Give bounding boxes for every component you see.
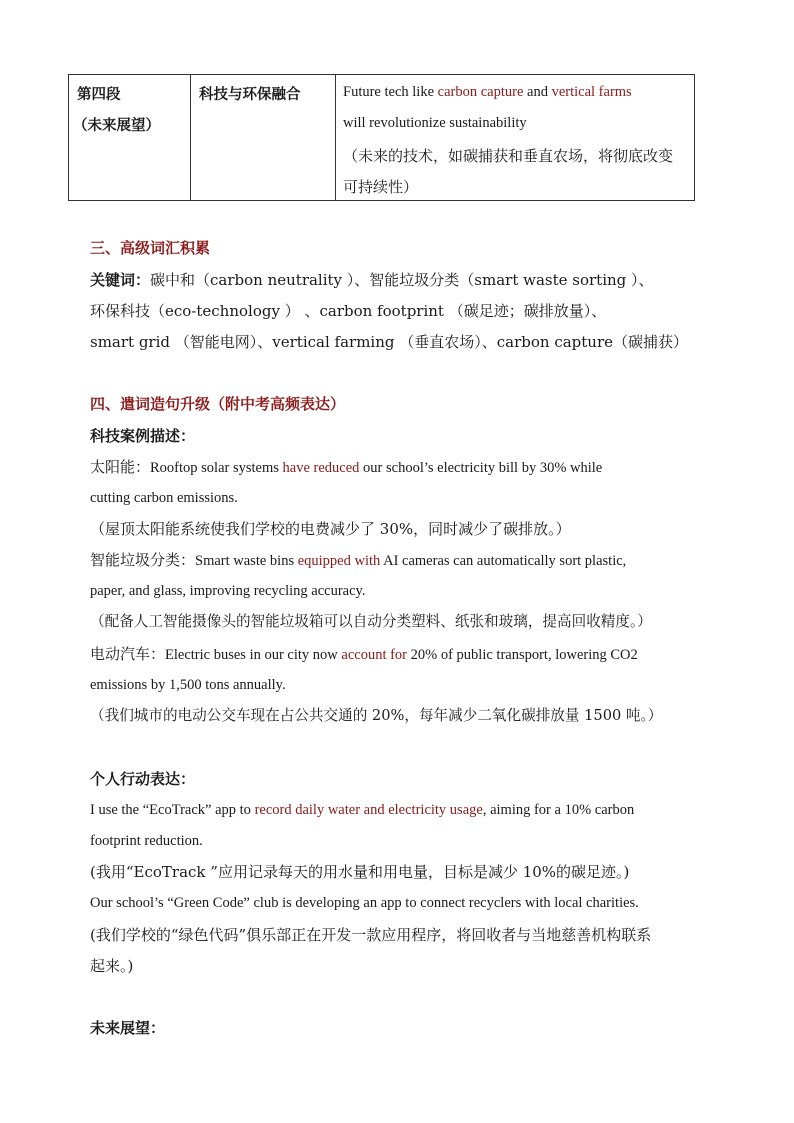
section4-heading: 四、遣词造句升级（附中考高频表达）: [90, 395, 346, 413]
sentence-text: I use the “EcoTrack” app to: [90, 802, 255, 818]
content-line-3: （未来的技术，如碳捕获和垂直农场，将彻底改变: [343, 147, 674, 165]
solar-line-2: cutting carbon emissions.: [90, 490, 238, 506]
ev-line-2: emissions by 1,500 tons annually.: [90, 677, 286, 693]
keyword-line-1: [90, 270, 654, 291]
ev-line-1: [90, 644, 638, 665]
personal-actions-subheading: 个人行动表达：: [90, 770, 196, 788]
highlight-phrase: have reduced: [282, 460, 360, 476]
personal-line-3: Our school’s “Green Code” club is developing an app to connect recyclers with local charities.: [90, 895, 639, 911]
waste-line-1: [90, 550, 626, 571]
highlight-phrase: vertical farms: [551, 84, 632, 100]
keyword-text: 碳中和（carbon neutrality ）、智能垃圾分类（smart waste sorting ）、: [150, 271, 654, 289]
ev-translation: （我们城市的电动公交车现在占公共交通的 20%，每年减少二氧化碳排放量 1500 吨。）: [90, 707, 663, 724]
outline-table: [68, 74, 695, 201]
content-line-4: 可持续性）: [343, 178, 419, 196]
sentence-text: AI cameras can automatically sort plastic,: [380, 553, 627, 569]
sentence-text: our school’s electricity bill by 30% while: [359, 460, 603, 476]
waste-label: 智能垃圾分类：: [90, 551, 196, 569]
solar-line-1: [90, 457, 602, 478]
sentence-text: , aiming for a 10% carbon: [482, 802, 635, 818]
keyword-line-3: smart grid （智能电网）、vertical farming （垂直农场）、carbon capture（碳捕获）: [90, 333, 689, 351]
waste-translation: （配备人工智能摄像头的智能垃圾箱可以自动分类塑料、纸张和玻璃，提高回收精度。）: [90, 613, 652, 630]
section3-heading: 三、高级词汇积累: [90, 239, 211, 257]
content-text: and: [523, 84, 552, 100]
sentence-text: Electric buses in our city now: [165, 647, 342, 663]
sentence-text: Rooftop solar systems: [150, 460, 283, 476]
keyword-label: 关键词：: [90, 271, 151, 289]
highlight-phrase: equipped with: [297, 553, 381, 569]
table-cell-stage: [69, 75, 191, 200]
content-line-2: will revolutionize sustainability: [343, 115, 527, 131]
sentence-text: Smart waste bins: [195, 553, 298, 569]
personal-translation-2a: (我们学校的“绿色代码”俱乐部正在开发一款应用程序，将回收者与当地慈善机构联系: [90, 926, 652, 944]
personal-translation-2b: 起来。): [90, 957, 134, 975]
personal-line-2: footprint reduction.: [90, 833, 203, 849]
highlight-phrase: record daily water and electricity usage: [254, 802, 483, 818]
theme-text: 科技与环保融合: [199, 86, 301, 103]
future-outlook-subheading: 未来展望：: [90, 1019, 166, 1037]
highlight-phrase: account for: [341, 647, 408, 663]
tech-cases-subheading: 科技案例描述：: [90, 427, 196, 445]
content-line-1: [343, 84, 632, 101]
stage-line-1: 第四段: [77, 86, 121, 103]
content-text: Future tech like: [343, 84, 438, 100]
sentence-text: 20% of public transport, lowering CO2: [407, 647, 638, 663]
keyword-line-2: 环保科技（eco-technology ） 、carbon footprint （碳足迹；碳排放量）、: [90, 302, 607, 320]
solar-label: 太阳能：: [90, 458, 151, 476]
waste-line-2: paper, and glass, improving recycling accuracy.: [90, 583, 366, 599]
personal-line-1: [90, 800, 634, 820]
personal-translation-1: (我用“EcoTrack ”应用记录每天的用水量和用电量，目标是减少 10%的碳足迹。): [90, 863, 630, 881]
stage-line-2: （未来展望）: [73, 117, 160, 134]
table-cell-theme: [191, 75, 336, 200]
ev-label: 电动汽车：: [90, 645, 166, 663]
table-cell-content: [336, 75, 694, 200]
highlight-phrase: carbon capture: [437, 84, 524, 100]
solar-translation: （屋顶太阳能系统使我们学校的电费减少了 30%，同时减少了碳排放。）: [90, 520, 571, 538]
